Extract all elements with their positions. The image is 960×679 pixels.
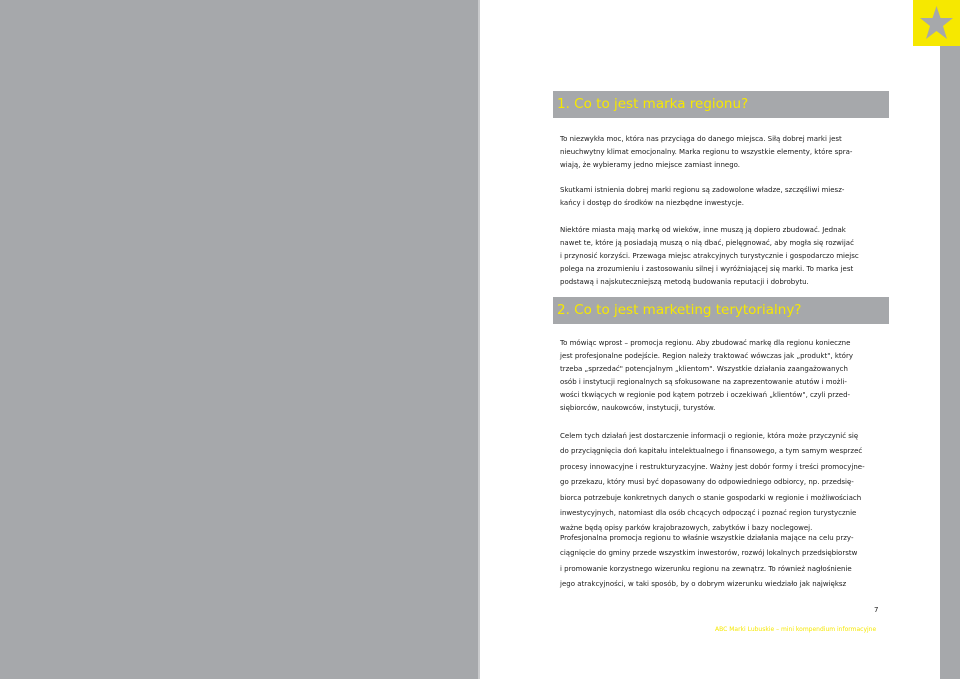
text-line: procesy innowacyjne i restrukturyzacyjne. Ważny jest dobór formy i treści promocyjne-: [560, 462, 865, 471]
text-line: do przyciągnięcia doń kapitału intelektualnego i finansowego, a tym samym wesprzeć: [560, 447, 863, 456]
text-line: biorca potrzebuje konkretnych danych o stanie gospodarki w regionie i możliwościach: [560, 493, 862, 502]
text-line: go przekazu, który musi być dopasowany do odpowiedniego odbiorcy, np. przedsię-: [560, 478, 854, 487]
right-edge-strip: [940, 46, 960, 679]
text-line: Skutkami istnienia dobrej marki regionu są zadowolone władze, szczęśliwi miesz-: [560, 186, 845, 194]
left-page-background: [0, 0, 478, 679]
text-line: Niektóre miasta mają markę od wieków, inne muszą ją dopiero zbudować. Jednak: [560, 226, 846, 234]
text-line: To mówiąc wprost – promocja regionu. Aby zbudować markę dla regionu konieczne: [560, 339, 851, 347]
text-line: wiają, że wybieramy jedno miejsce zamiast innego.: [560, 161, 741, 169]
text-line: wości tkwiących w regionie pod kątem potrzeb i oczekiwań „klientów", czyli przed-: [560, 391, 851, 399]
section-heading-1: 1. Co to jest marka regionu?: [553, 91, 889, 118]
text-line: i przynosić korzyści. Przewaga miejsc atrakcyjnych turystycznie i gospodarczo miejsc: [560, 252, 859, 260]
star-icon: [918, 4, 955, 42]
text-line: ciągnięcie do gminy przede wszystkim inwestorów, rozwój lokalnych przedsiębiorstw: [560, 549, 858, 558]
text-line: polega na zrozumieniu i zastosowaniu silnej i wyróżniającej się marki. To marka jest: [560, 265, 854, 273]
paragraph-2-3: [560, 531, 882, 593]
paragraph-1-3: [560, 224, 882, 289]
text-line: jest profesjonalne podejście. Region należy traktować wówczas jak „produkt", który: [560, 352, 853, 360]
section-heading-2: 2. Co to jest marketing terytorialny?: [553, 297, 889, 324]
text-line: inwestycyjnych, natomiast dla osób chcących odpocząć i poznać region turystycznie: [560, 508, 857, 517]
paragraph-1-2: [560, 184, 882, 210]
paragraph-2-1: [560, 337, 882, 415]
logo-badge: [913, 0, 960, 46]
text-line: podstawą i najskuteczniejszą metodą budowania reputacji i dobrobytu.: [560, 278, 809, 286]
text-line: i promowanie korzystnego wizerunku regionu na zewnątrz. To również nagłośnienie: [560, 564, 852, 573]
text-line: trzeba „sprzedać" potencjalnym „klientom". Wszystkie działania zaangażowanych: [560, 365, 848, 373]
text-line: osób i instytucji regionalnych są sfokusowane na zaprezentowanie atutów i możli-: [560, 378, 847, 386]
text-line: siębiorców, naukowców, instytucji, turystów.: [560, 404, 716, 412]
text-line: Celem tych działań jest dostarczenie informacji o regionie, która może przyczynić się: [560, 432, 859, 440]
page-number: 7: [874, 606, 879, 614]
text-line: nawet te, które ją posiadają muszą o nią dbać, pielęgnować, aby mogła się rozwijać: [560, 239, 854, 247]
text-line: nieuchwytny klimat emocjonalny. Marka regionu to wszystkie elementy, które spra-: [560, 148, 853, 156]
text-line: ważne będą opisy parków krajobrazowych, zabytków i bazy noclegowej.: [560, 524, 813, 533]
paragraph-1-1: [560, 133, 882, 172]
text-line: To niezwykła moc, która nas przyciąga do danego miejsca. Siłą dobrej marki jest: [560, 135, 842, 143]
paragraph-2-2: [560, 429, 882, 537]
text-line: kańcy i dostęp do środków na niezbędne inwestycje.: [560, 199, 744, 207]
text-line: jego atrakcyjności, w taki sposób, by o dobrym wizerunku wiedziało jak największ: [560, 580, 847, 589]
footer-text: ABC Marki Lubuskie – mini kompendium informacyjne: [715, 626, 877, 633]
text-line: Profesjonalna promocja regionu to właśnie wszystkie działania mające na celu przy-: [560, 534, 854, 542]
